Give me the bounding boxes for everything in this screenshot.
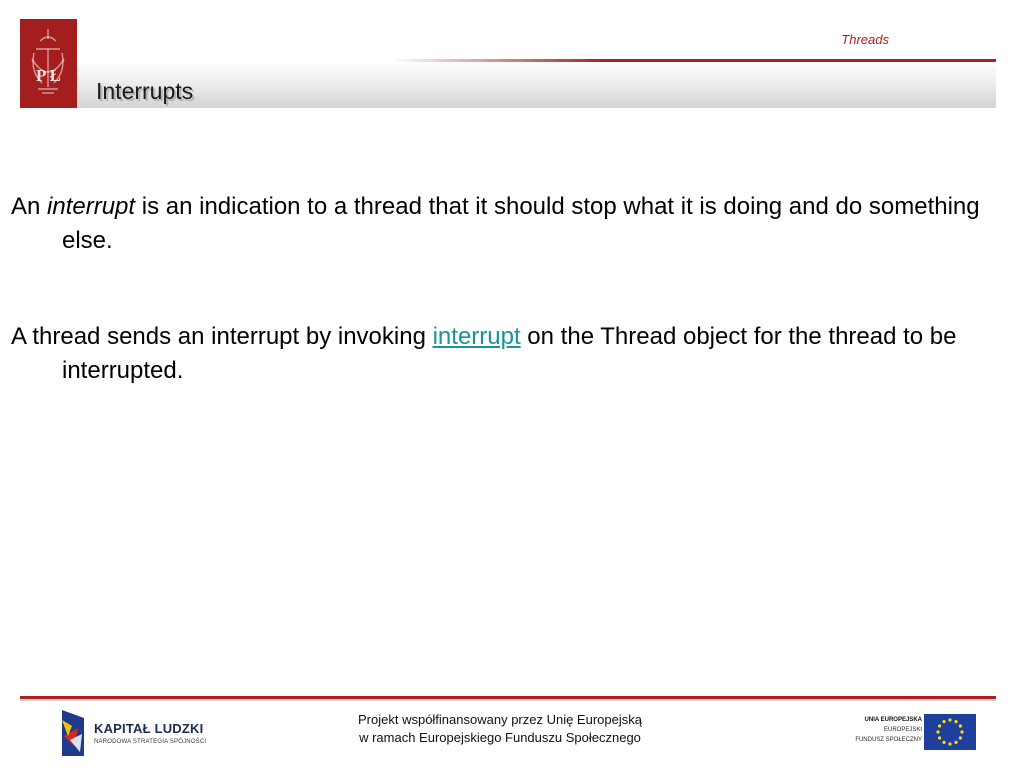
footer-divider-shadow bbox=[20, 699, 996, 701]
eu-star-icon bbox=[938, 736, 941, 739]
paragraph-interrupt-invocation bbox=[11, 320, 1001, 388]
funding-line-2: w ramach Europejskiego Funduszu Społecznego bbox=[359, 730, 641, 745]
funding-line-1: Projekt współfinansowany przez Unię Europejską bbox=[358, 712, 642, 727]
university-logo bbox=[20, 19, 77, 108]
eu-star-icon bbox=[959, 736, 962, 739]
interrupt-link[interactable]: interrupt bbox=[432, 323, 521, 350]
eu-star-icon bbox=[959, 724, 962, 727]
slide-content bbox=[11, 190, 1001, 450]
paragraph-text: on the Thread object for the thread to be interrupted. bbox=[62, 323, 957, 384]
paragraph-text: An bbox=[11, 193, 48, 220]
paragraph-text: is an indication to a thread that it should stop what it is doing and do something else. bbox=[62, 193, 980, 254]
eu-social-fund-logo bbox=[830, 710, 980, 756]
eu-line-3: FUNDUSZ SPOŁECZNY bbox=[855, 737, 922, 743]
logo-letters: P Ł bbox=[35, 66, 62, 85]
kapital-ludzki-emblem bbox=[58, 706, 88, 758]
eu-star-icon bbox=[942, 741, 945, 744]
eu-star-icon bbox=[948, 742, 951, 745]
paragraph-text: A thread sends an interrupt by invoking bbox=[11, 323, 433, 350]
eu-logo-text bbox=[855, 715, 922, 745]
header-accent-line bbox=[392, 59, 996, 62]
eu-star-icon bbox=[936, 730, 939, 733]
paragraph-interrupt-definition bbox=[11, 190, 1001, 258]
emphasis-term: interrupt bbox=[47, 193, 136, 220]
eu-star-icon bbox=[948, 718, 951, 721]
eu-star-icon bbox=[954, 741, 957, 744]
kapital-ludzki-subtitle: NARODOWA STRATEGIA SPÓJNOŚCI bbox=[94, 739, 207, 745]
eu-flag-icon bbox=[924, 714, 976, 750]
project-funding-note bbox=[300, 711, 700, 747]
eu-line-2: EUROPEJSKI bbox=[883, 727, 922, 733]
section-label: Threads bbox=[841, 32, 889, 47]
kapital-ludzki-title: KAPITAŁ LUDZKI bbox=[94, 721, 204, 736]
eu-line-1: UNIA EUROPEJSKA bbox=[864, 717, 922, 723]
eu-star-icon bbox=[960, 730, 963, 733]
eu-star-icon bbox=[954, 720, 957, 723]
kapital-ludzki-logo bbox=[58, 706, 238, 760]
eu-star-icon bbox=[938, 724, 941, 727]
eu-star-icon bbox=[942, 720, 945, 723]
slide-title: Interrupts bbox=[96, 78, 194, 104]
